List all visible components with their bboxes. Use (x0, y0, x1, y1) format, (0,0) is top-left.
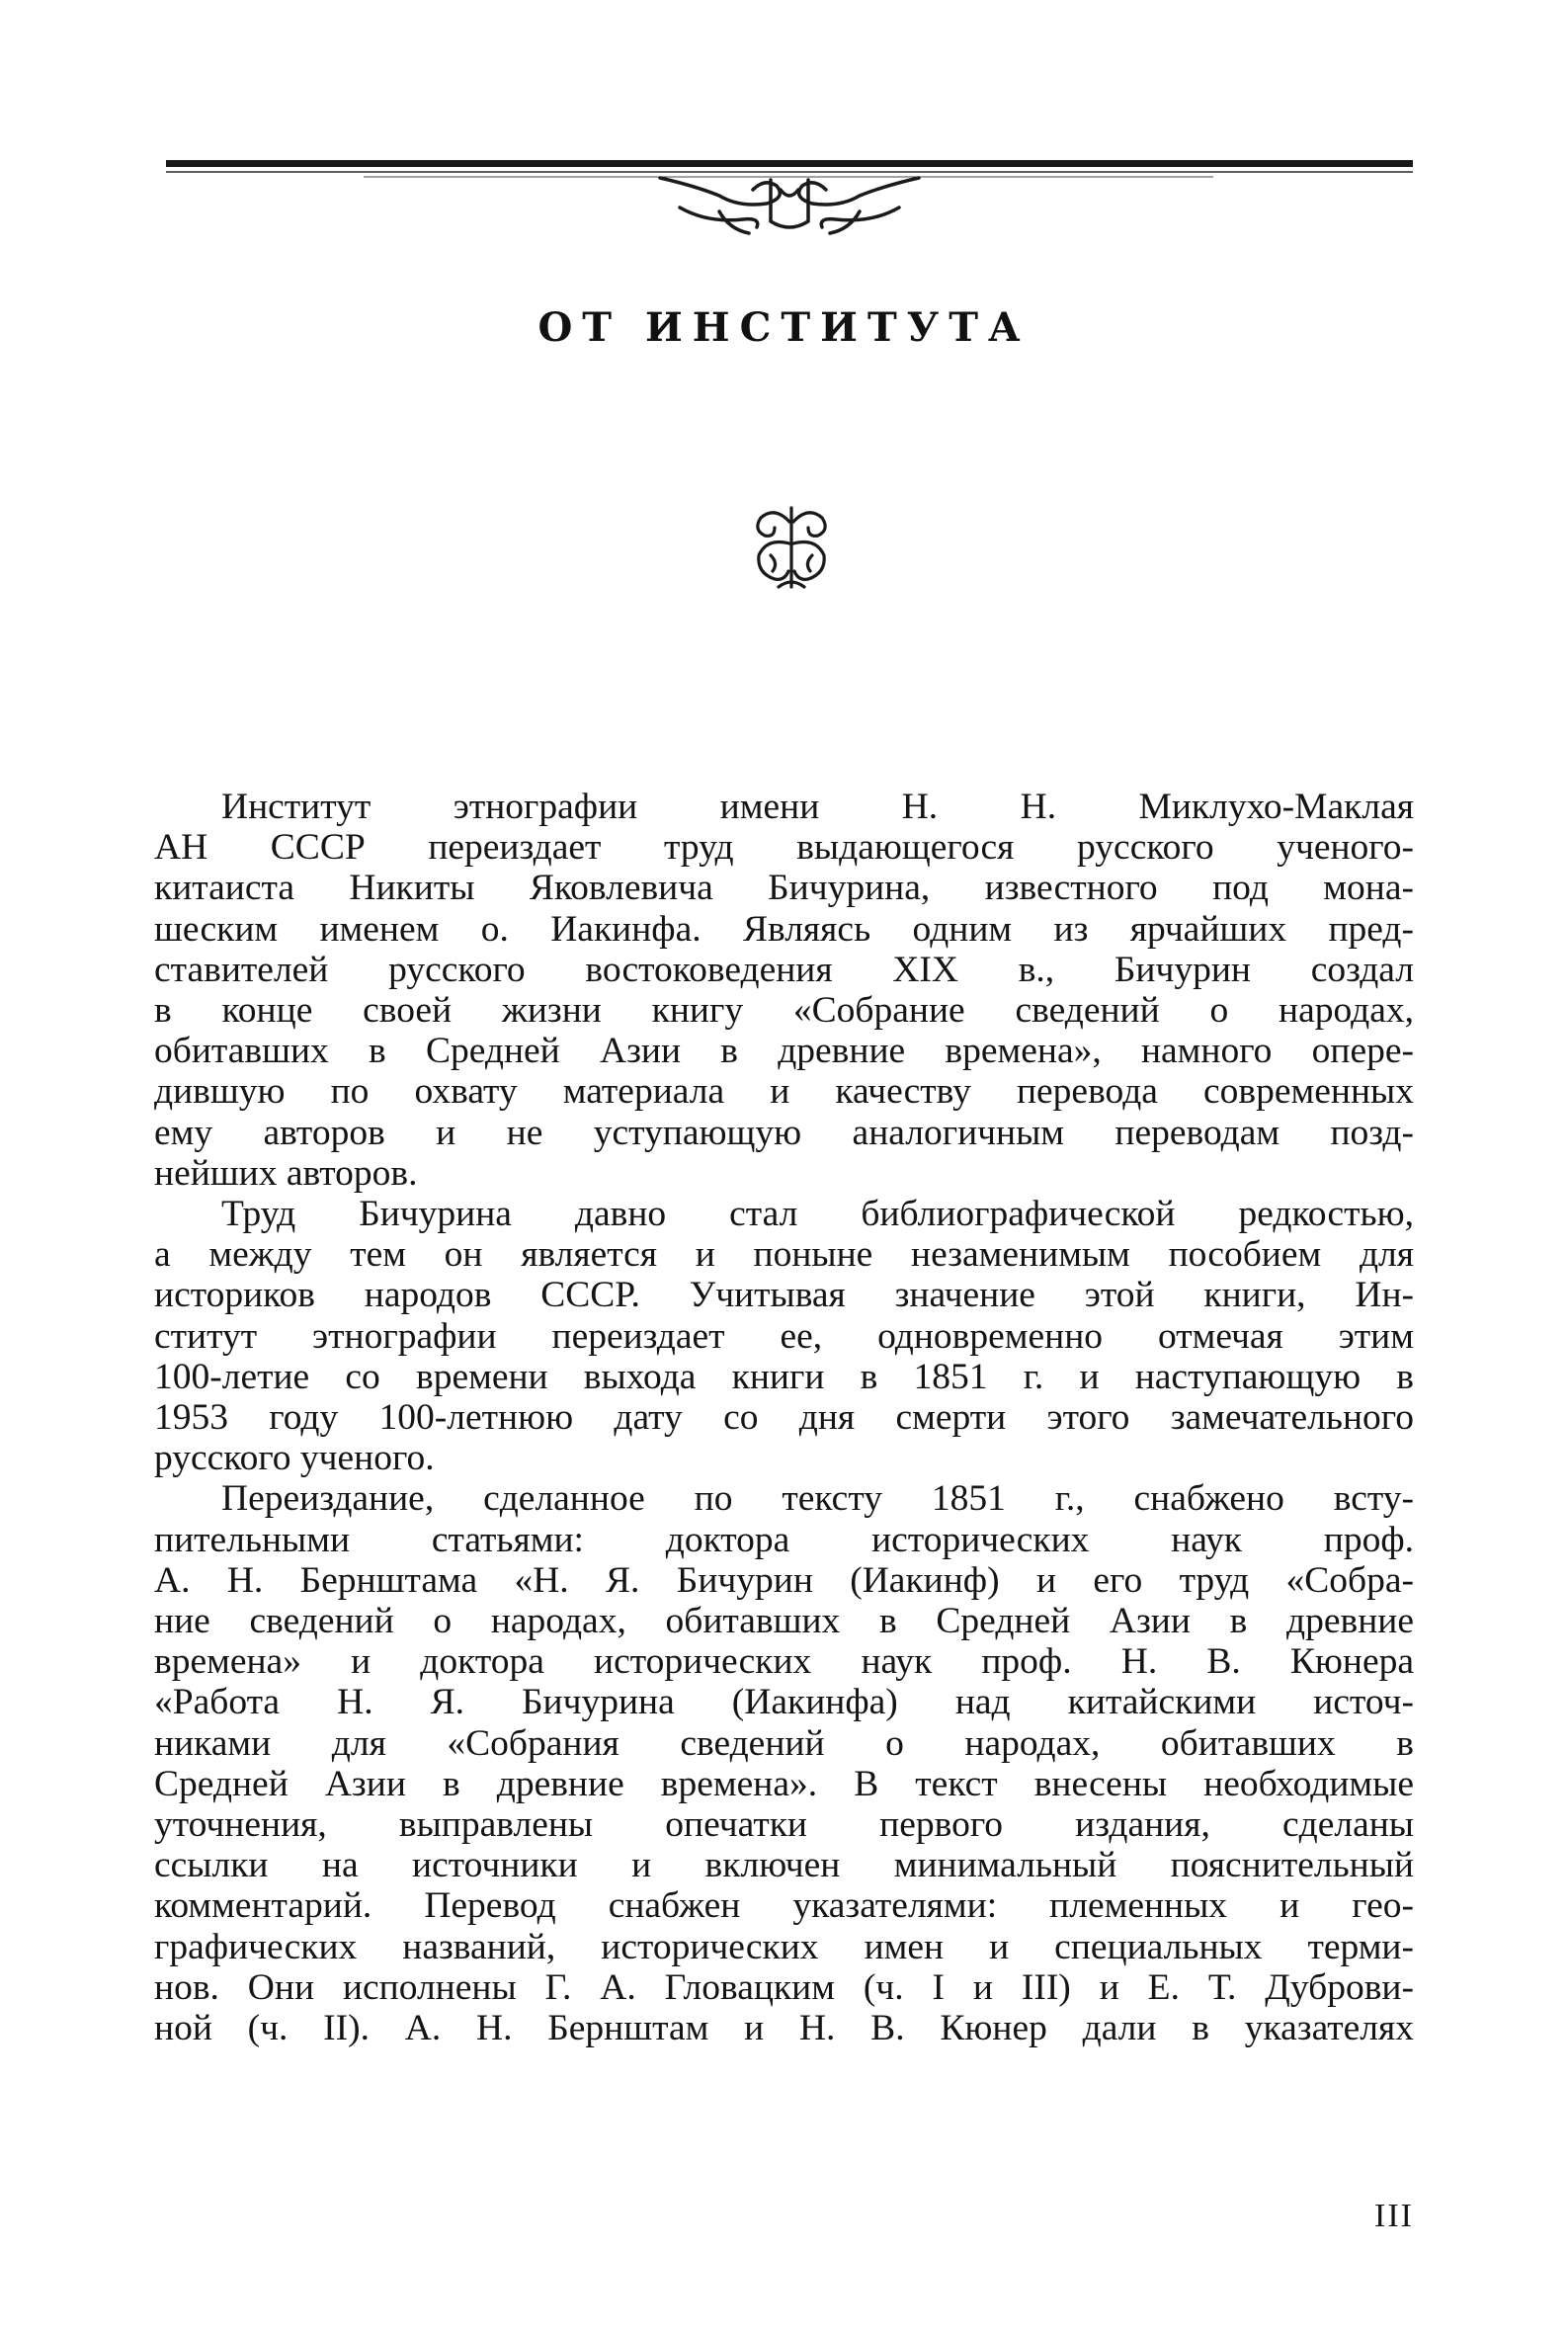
paragraph-2 (154, 1194, 1414, 1478)
text-line: 100-летие со времени выхода книги в 1851 г. и наступающую в (154, 1356, 1414, 1397)
text-line: ставителей русского востоковедения XIX в., Бичурин создал (154, 949, 1414, 990)
fleuron-ornament-icon (749, 502, 834, 593)
ornamental-headband (166, 150, 1413, 239)
text-line: китаиста Никиты Яковлевича Бичурина, известного под мона- (154, 868, 1414, 909)
paragraph-3 (154, 1478, 1414, 2048)
text-line: Переиздание, сделанное по тексту 1851 г., снабжено всту- (221, 1478, 1414, 1520)
text-line: Труд Бичурина давно стал библиографической редкостью, (221, 1194, 1414, 1235)
text-line: пительными статьями: доктора исторических наук проф. (154, 1519, 1414, 1560)
text-line: дившую по охвату материала и качеству перевода современных (154, 1071, 1414, 1113)
text-line: А. Н. Бернштама «Н. Я. Бичурин (Иакинф) и его труд «Собра- (154, 1559, 1414, 1601)
text-line: нейших авторов. (154, 1152, 418, 1194)
body-text (154, 787, 1414, 2048)
text-line: «Работа Н. Я. Бичурина (Иакинфа) над китайскими источ- (154, 1682, 1414, 1723)
text-line: ссылки на источники и включен минимальный пояснительный (154, 1845, 1414, 1886)
text-line: никами для «Собрания сведений о народах, обитавших в (154, 1722, 1414, 1764)
headband-ornament-icon (166, 150, 1413, 239)
text-line: русского ученого. (154, 1438, 435, 1479)
text-line: шеским именем о. Иакинфа. Являясь одним из ярчайших пред- (154, 908, 1414, 950)
section-title: ОТ ИНСТИТУТА (537, 304, 1031, 351)
text-line: АН СССР переиздает труд выдающегося русского ученого- (154, 827, 1414, 869)
text-line: ной (ч. II). А. Н. Бернштам и Н. В. Кюнер дали в указателях (154, 2008, 1414, 2049)
text-line: обитавших в Средней Азии в древние времена», намного опере- (154, 1031, 1414, 1072)
text-line: ститут этнографии переиздает ее, одновременно отмечая этим (154, 1315, 1414, 1357)
paragraph-1 (154, 787, 1414, 1194)
text-line: уточнения, выправлены опечатки первого издания, сделаны (154, 1804, 1414, 1846)
text-line: историков народов СССР. Учитывая значение этой книги, Ин- (154, 1275, 1414, 1316)
text-line: а между тем он является и поныне незаменимым пособием для (154, 1234, 1414, 1276)
text-line: комментарий. Перевод снабжен указателями: племенных и гео- (154, 1885, 1414, 1927)
text-line: 1953 году 100-летнюю дату со дня смерти этого замечательного (154, 1397, 1414, 1439)
text-line: ние сведений о народах, обитавших в Средней Азии в древние (154, 1601, 1414, 1642)
text-line: графических названий, исторических имен и специальных терми- (154, 1926, 1414, 1967)
text-line: Институт этнографии имени Н. Н. Миклухо-Маклая (221, 787, 1414, 827)
text-line: Средней Азии в древние времена». В текст внесены необходимые (154, 1763, 1414, 1804)
text-line: нов. Они исполнены Г. А. Гловацким (ч. I и III) и Е. Т. Дуброви- (154, 1966, 1414, 2008)
text-line: времена» и доктора исторических наук проф. Н. В. Кюнера (154, 1641, 1414, 1683)
text-line: ему авторов и не уступающую аналогичным переводам позд- (154, 1112, 1414, 1153)
text-line: в конце своей жизни книгу «Собрание сведений о народах, (154, 990, 1414, 1032)
page-number: III (1374, 2198, 1414, 2234)
